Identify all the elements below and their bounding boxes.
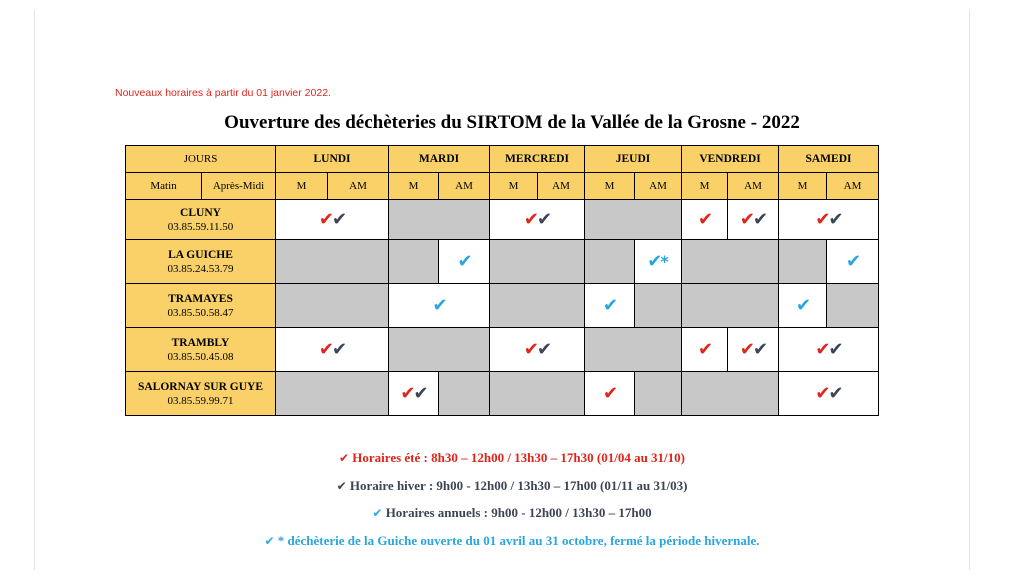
site-phone: 03.85.59.11.50	[167, 220, 234, 233]
header-day-mercredi: MERCREDI	[490, 146, 585, 173]
legend-guiche	[0, 533, 1024, 549]
schedule-table	[125, 145, 879, 416]
check-mark-ete-icon: ✔	[739, 339, 753, 360]
check-mark-ete-icon: ✔	[318, 209, 332, 230]
check-mark-ete-icon: ✔	[739, 209, 753, 230]
open-slot-cell	[682, 328, 728, 372]
check-mark-hiver-icon: ✔	[828, 339, 842, 360]
header-matin: Matin	[126, 173, 202, 200]
site-row	[126, 240, 879, 284]
site-name: TRAMAYES	[168, 292, 233, 305]
check-mark-hiver-icon: ✔	[828, 209, 842, 230]
site-phone: 03.85.24.53.79	[167, 262, 234, 275]
check-mark-ete-icon: ✔	[338, 451, 350, 465]
closed-slot-cell	[827, 284, 879, 328]
header-apres-midi: Après-Midi	[202, 173, 276, 200]
check-mark-ete-icon: ✔	[400, 383, 414, 404]
check-mark-ete-icon: ✔	[815, 339, 829, 360]
check-mark-annuel-icon: ✔	[602, 295, 617, 316]
header-m: M	[585, 173, 635, 200]
closed-slot-cell	[490, 284, 585, 328]
open-slot-cell	[389, 372, 439, 416]
header-day-samedi: SAMEDI	[779, 146, 879, 173]
site-cell	[126, 372, 276, 416]
legend-hiver	[0, 478, 1024, 494]
site-row	[126, 372, 879, 416]
check-mark-hiver-icon: ✔	[753, 209, 767, 230]
site-cell	[126, 328, 276, 372]
closed-slot-cell	[635, 284, 682, 328]
header-day-mardi: MARDI	[389, 146, 490, 173]
header-am: AM	[538, 173, 585, 200]
site-cell	[126, 284, 276, 328]
asterisk-icon: *	[660, 252, 669, 271]
header-m: M	[276, 173, 328, 200]
site-phone: 03.85.50.58.47	[167, 306, 234, 319]
site-row	[126, 328, 879, 372]
site-name: TRAMBLY	[171, 336, 230, 349]
check-mark-hiver-icon: ✔	[537, 339, 551, 360]
open-slot-cell	[728, 200, 779, 240]
closed-slot-cell	[439, 372, 490, 416]
check-mark-hiver-icon: ✔	[332, 339, 346, 360]
site-row	[126, 284, 879, 328]
header-am: AM	[439, 173, 490, 200]
check-mark-annuel-icon: ✔	[647, 251, 661, 272]
legend-hiver-text: Horaire hiver : 9h00 - 12h00 / 13h30 – 17h00 (01/11 au 31/03)	[349, 478, 688, 493]
check-mark-ete-icon: ✔	[697, 209, 712, 230]
site-cell	[126, 240, 276, 284]
closed-slot-cell	[682, 240, 779, 284]
closed-slot-cell	[276, 372, 389, 416]
check-mark-ete-icon: ✔	[815, 209, 829, 230]
closed-slot-cell	[389, 328, 490, 372]
open-slot-cell	[389, 284, 490, 328]
closed-slot-cell	[635, 372, 682, 416]
closed-slot-cell	[276, 240, 389, 284]
legend-annuel	[0, 505, 1024, 521]
check-mark-hiver-icon: ✔	[332, 209, 346, 230]
open-slot-cell	[585, 372, 635, 416]
site-name: SALORNAY SUR GUYE	[137, 380, 264, 393]
closed-slot-cell	[276, 284, 389, 328]
check-mark-hiver-icon: ✔	[753, 339, 767, 360]
check-mark-annuel-icon: ✔	[845, 251, 860, 272]
closed-slot-cell	[682, 372, 779, 416]
header-jours: JOURS	[126, 146, 276, 173]
check-mark-annuel-icon: ✔	[432, 295, 446, 316]
header-am: AM	[728, 173, 779, 200]
header-m: M	[490, 173, 538, 200]
open-slot-cell	[779, 328, 879, 372]
site-phone: 03.85.50.45.08	[167, 350, 234, 363]
header-am: AM	[328, 173, 389, 200]
open-slot-cell	[490, 200, 585, 240]
check-mark-annuel-icon: ✔	[795, 295, 810, 316]
check-mark-hiver-icon: ✔	[537, 209, 551, 230]
header-day-vendredi: VENDREDI	[682, 146, 779, 173]
header-m: M	[389, 173, 439, 200]
header-m: M	[682, 173, 728, 200]
new-schedule-notice: Nouveaux horaires à partir du 01 janvier 2022.	[115, 87, 331, 99]
open-slot-cell	[682, 200, 728, 240]
closed-slot-cell	[585, 328, 682, 372]
header-day-jeudi: JEUDI	[585, 146, 682, 173]
open-slot-cell	[490, 328, 585, 372]
header-day-lundi: LUNDI	[276, 146, 389, 173]
site-phone: 03.85.59.99.71	[167, 394, 234, 407]
closed-slot-cell	[490, 372, 585, 416]
legend-ete-text: Horaires été : 8h30 – 12h00 / 13h30 – 17h30 (01/04 au 31/10)	[352, 450, 685, 465]
check-mark-ete-icon: ✔	[318, 339, 332, 360]
legend-ete	[0, 450, 1024, 466]
open-slot-cell	[276, 200, 389, 240]
schedule-body	[126, 200, 879, 416]
header-row-slots	[126, 173, 879, 200]
check-mark-hiver-icon: ✔	[828, 383, 842, 404]
open-slot-cell	[827, 240, 879, 284]
header-row-days	[126, 146, 879, 173]
open-slot-cell	[276, 328, 389, 372]
check-mark-hiver-icon: ✔	[413, 383, 427, 404]
closed-slot-cell	[585, 200, 682, 240]
legend-annuel-text: Horaires annuels : 9h00 - 12h00 / 13h30 – 17h00	[385, 505, 652, 520]
header-am: AM	[827, 173, 879, 200]
closed-slot-cell	[682, 284, 779, 328]
check-mark-ete-icon: ✔	[523, 209, 537, 230]
legend-guiche-text: * déchèterie de la Guiche ouverte du 01 avril au 31 octobre, fermé la période hivernale.	[277, 533, 760, 548]
check-mark-annuel-icon: ✔	[457, 251, 471, 272]
check-mark-ete-icon: ✔	[815, 383, 829, 404]
open-slot-cell	[779, 372, 879, 416]
open-slot-cell	[779, 284, 827, 328]
site-name: CLUNY	[180, 206, 221, 219]
check-mark-ete-icon: ✔	[602, 383, 617, 404]
closed-slot-cell	[389, 200, 490, 240]
open-slot-cell	[635, 240, 682, 284]
site-row	[126, 200, 879, 240]
open-slot-cell	[728, 328, 779, 372]
page-title: Ouverture des déchèteries du SIRTOM de la Vallée de la Grosne - 2022	[224, 112, 800, 133]
check-mark-ete-icon: ✔	[697, 339, 712, 360]
closed-slot-cell	[490, 240, 585, 284]
open-slot-cell	[439, 240, 490, 284]
site-cell	[126, 200, 276, 240]
closed-slot-cell	[585, 240, 635, 284]
site-name: LA GUICHE	[168, 248, 233, 261]
header-am: AM	[635, 173, 682, 200]
check-mark-guiche-icon: ✔	[264, 534, 275, 548]
check-mark-annuel-icon: ✔	[372, 506, 383, 520]
open-slot-cell	[779, 200, 879, 240]
check-mark-ete-icon: ✔	[523, 339, 537, 360]
open-slot-cell	[585, 284, 635, 328]
header-m: M	[779, 173, 827, 200]
closed-slot-cell	[779, 240, 827, 284]
check-mark-hiver-icon: ✔	[336, 479, 347, 493]
closed-slot-cell	[389, 240, 439, 284]
